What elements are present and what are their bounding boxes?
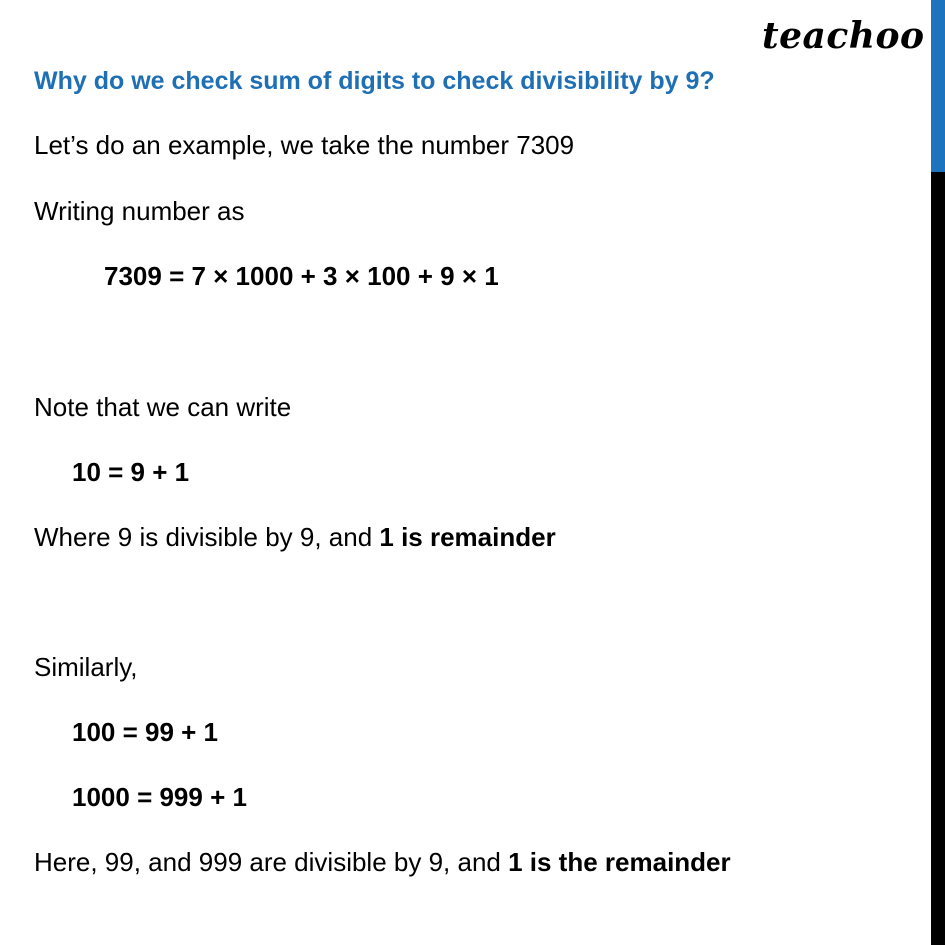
note-text: Note that we can write — [34, 392, 292, 422]
where-text-bold: 1 is remainder — [379, 522, 556, 552]
equation-1000: 1000 = 999 + 1 — [72, 782, 247, 812]
where-text-prefix: Where 9 is divisible by 9, and — [34, 522, 380, 552]
side-bar-accent — [931, 0, 945, 172]
here-text-bold: 1 is the remainder — [508, 847, 731, 877]
intro-text: Let’s do an example, we take the number 7309 — [34, 130, 575, 160]
equation-100: 100 = 99 + 1 — [72, 717, 219, 747]
here-text — [34, 845, 731, 879]
similarly-text: Similarly, — [34, 652, 138, 682]
equation-10: 10 = 9 + 1 — [72, 457, 190, 487]
writing-as-text: Writing number as — [34, 196, 245, 226]
expansion-equation: 7309 = 7 × 1000 + 3 × 100 + 9 × 1 — [104, 261, 499, 291]
here-text-prefix: Here, 99, and 999 are divisible by 9, and — [34, 847, 509, 877]
where-text — [34, 520, 556, 554]
page-title: Why do we check sum of digits to check divisibility by 9? — [34, 67, 715, 95]
teachoo-logo: teachoo — [762, 15, 925, 57]
